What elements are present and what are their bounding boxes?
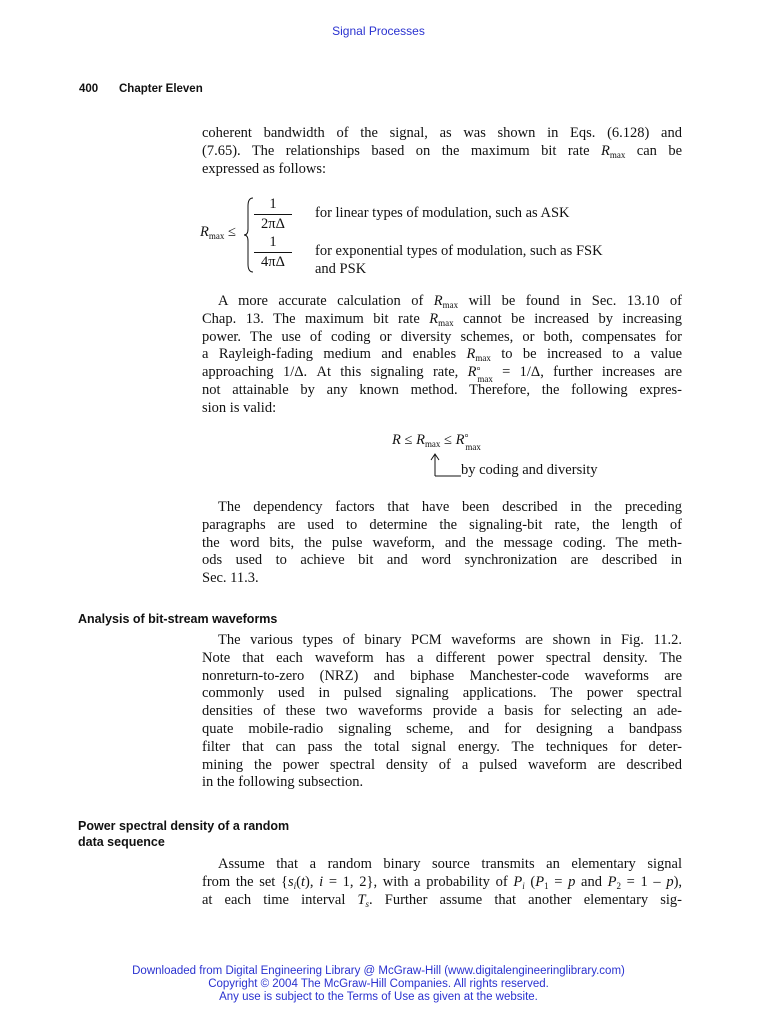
text-line: sion is valid: (202, 399, 277, 416)
text-line: densities of these two waveforms provide a basis for selecting an ade- (202, 703, 682, 720)
up-arrow-icon (428, 452, 462, 478)
text-line: a Rayleigh-fading medium and enables $R_{max}$ to be increased to a value (202, 346, 683, 364)
case-linear-text: for linear types of modulation, such as ASK (315, 205, 570, 221)
text-line: quate mobile-radio signaling scheme, and for designing a bandpass (202, 720, 682, 737)
text-line: Sec. 11.3. (202, 570, 259, 587)
paragraph-1 (202, 125, 682, 178)
text-line: The dependency factors that have been described in the preceding (218, 499, 682, 515)
page-number: 400 (79, 83, 99, 95)
text-line: ods used to achieve bit and word synchronization are described in (202, 552, 682, 569)
text-line: The various types of binary PCM waveforms are shown in Fig. 11.2. (218, 632, 682, 648)
rate-inequality: $R \le R_{max} \le R^\circ_{max}$ (392, 432, 481, 453)
text-line: A more accurate calculation of $R_{max}$ will be found in Sec. 13.10 of (218, 293, 682, 311)
coding-diversity-label: by coding and diversity (461, 462, 598, 478)
paragraph-3 (202, 499, 682, 588)
section-heading-psd: Power spectral density of a random data sequence (78, 819, 290, 849)
text-line: from the set {$s_i(t)$, i = 1, 2}, with a probability of $P_i$ ($P_1 = p$ and $P_2 = 1 - p$), (202, 873, 683, 891)
text-line: commonly used in pulsed signaling applications. The power spectral (202, 685, 682, 702)
rmax-equation (200, 196, 680, 280)
text-line: nonreturn-to-zero (NRZ) and biphase Manchester-code waveforms are (202, 667, 682, 684)
text-line: power. The use of coding or diversity schemes, or both, compensates for (202, 328, 682, 345)
paragraph-2 (202, 293, 682, 418)
book-title-link[interactable]: Signal Processes (332, 24, 425, 38)
footer-download-link[interactable]: Downloaded from Digital Engineering Library @ McGraw-Hill (www.digitalengineeringlibrary.com) (132, 965, 625, 977)
text-line: coherent bandwidth of the signal, as was shown in Eqs. (6.128) and (202, 125, 682, 141)
paragraph-bitstream (202, 632, 682, 792)
running-head (79, 83, 203, 95)
footer-terms-link[interactable]: Any use is subject to the Terms of Use as given at the website. (219, 991, 538, 1003)
text-line: (7.65). The relationships based on the maximum bit rate $R_{max}$ can be (202, 142, 683, 160)
text-line: at each time interval $T_s$. Further assume that another elementary sig- (202, 891, 682, 909)
fraction-exponential: $\frac{1}{4\pi\Delta}$ (254, 234, 292, 271)
text-line: in the following subsection. (202, 774, 364, 791)
case-exponential-text: for exponential types of modulation, such as FSK and PSK (315, 243, 603, 277)
left-brace-icon (244, 196, 254, 274)
chapter-title: Chapter Eleven (119, 83, 203, 95)
text-line: mining the power spectral density of a pulsed waveform are described (202, 756, 682, 773)
text-line: approaching 1/Δ. At this signaling rate, $R^\circ_{max} = 1/\Delta$, further increases are (202, 364, 683, 385)
text-line: Assume that a random binary source transmits an elementary signal (218, 856, 682, 872)
text-line: expressed as follows: (202, 160, 327, 177)
text-line: Chap. 13. The maximum bit rate $R_{max}$ cannot be increased by increasing (202, 310, 683, 328)
equation-lhs: $R_{max}$ ≤ (200, 224, 236, 242)
footer-notice (0, 965, 757, 1004)
fraction-linear: $\frac{1}{2\pi\Delta}$ (254, 196, 292, 233)
section-heading-bitstream: Analysis of bit-stream waveforms (78, 612, 278, 626)
paragraph-psd (202, 856, 682, 909)
text-line: filter that can pass the total signal energy. The techniques for deter- (202, 738, 682, 755)
text-line: Note that each waveform has a different power spectral density. The (202, 649, 682, 666)
text-line: the word bits, the pulse waveform, and the message coding. The meth- (202, 534, 682, 551)
text-line: not attainable by any known method. Therefore, the following expres- (202, 381, 682, 398)
text-line: paragraphs are used to determine the signaling-bit rate, the length of (202, 516, 682, 533)
footer-copyright: Copyright © 2004 The McGraw-Hill Companies. All rights reserved. (208, 978, 549, 990)
